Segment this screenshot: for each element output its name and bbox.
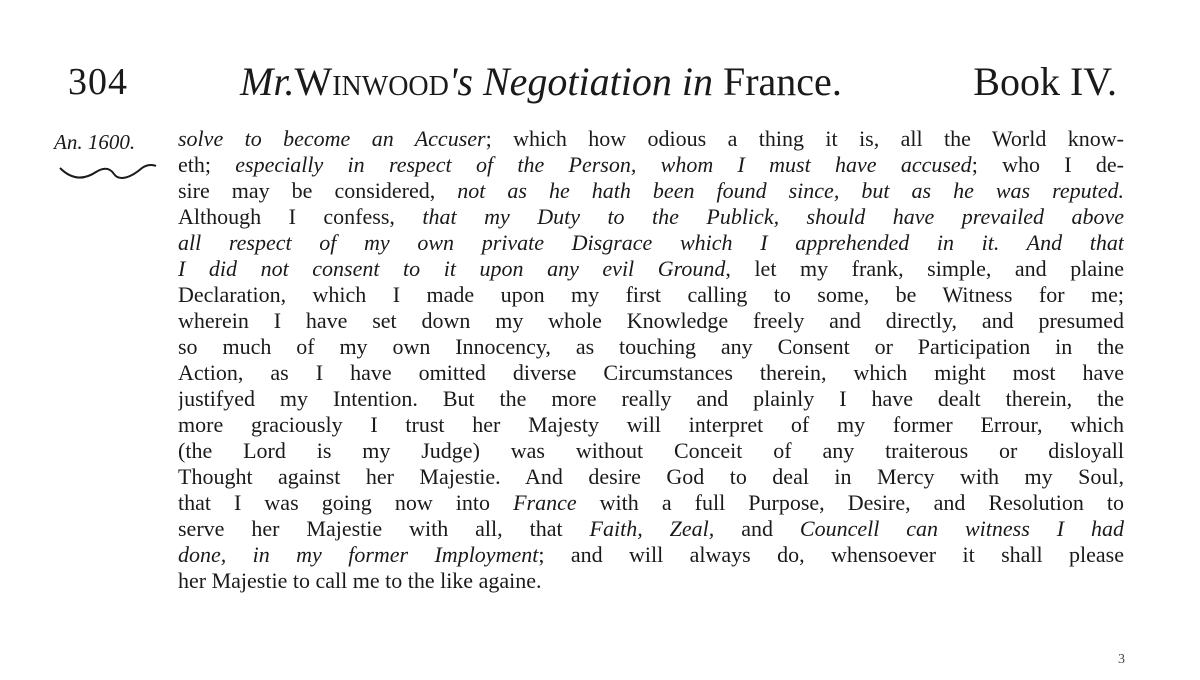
text-line	[178, 334, 1124, 360]
italic-segment: especially in respect of the Person, whom I must have accused	[235, 152, 972, 177]
roman-segment: wherein I have set down my whole Knowledge freely and directly, and presumed	[178, 308, 1124, 333]
roman-segment: her Majestie to call me to the like againe.	[178, 568, 542, 593]
roman-segment: ; which how odious a thing it is, all the World know-	[485, 126, 1124, 151]
text-line	[178, 490, 1124, 516]
text-line	[178, 230, 1124, 256]
running-title	[240, 58, 842, 105]
roman-segment: more graciously I trust her Majesty will interpret of my former Errour, which	[178, 412, 1124, 437]
roman-segment: Although I confess,	[178, 204, 423, 229]
roman-segment: Action, as I have omitted diverse Circumstances therein, which might most have	[178, 360, 1124, 385]
italic-segment: not as he hath been found since, but as he was reputed.	[457, 178, 1124, 203]
italic-segment: France	[513, 490, 577, 515]
text-line	[178, 178, 1124, 204]
roman-segment: and	[714, 516, 800, 541]
text-line	[178, 360, 1124, 386]
roman-segment: so much of my own Innocency, as touching any Consent or Participation in the	[178, 334, 1124, 359]
text-line	[178, 568, 1124, 594]
text-line	[178, 282, 1124, 308]
roman-segment: (the Lord is my Judge) was without Conceit of any traiterous or disloyall	[178, 438, 1124, 463]
year-label: An. 1600.	[54, 130, 136, 154]
roman-segment: serve her Majestie with all, that	[178, 516, 590, 541]
roman-segment: Thought against her Majestie. And desire God to deal in Mercy with my Soul,	[178, 464, 1124, 489]
italic-segment: Councell can witness I had	[799, 516, 1124, 541]
roman-segment: that I was going now into	[178, 490, 514, 515]
title-prefix: Mr.	[240, 59, 295, 104]
roman-segment: , let my frank, simple, and plaine	[725, 256, 1124, 281]
roman-segment: sire may be considered,	[178, 178, 458, 203]
margin-year-note	[54, 130, 135, 155]
text-line	[178, 438, 1124, 464]
body-text	[178, 126, 1124, 594]
title-name-initial: W	[294, 59, 333, 104]
text-line	[178, 256, 1124, 282]
page-mark: 3	[1118, 652, 1125, 667]
roman-segment: justifyed my Intention. But the more really and plainly I have dealt therein, the	[178, 386, 1124, 411]
roman-segment: eth;	[178, 152, 236, 177]
roman-segment: Declaration, which I made upon my first calling to some, be Witness for me;	[178, 282, 1124, 307]
text-line	[178, 204, 1124, 230]
italic-segment: all respect of my own private Disgrace which I apprehended in it. And that	[178, 230, 1124, 255]
text-line	[178, 386, 1124, 412]
text-line	[178, 464, 1124, 490]
page-header	[0, 60, 1200, 110]
text-line	[178, 308, 1124, 334]
text-line	[178, 516, 1124, 542]
book-label: Book IV.	[973, 59, 1117, 104]
text-line	[178, 412, 1124, 438]
italic-segment: done, in my former Imployment	[178, 542, 539, 567]
roman-segment: ; and will always do, whensoever it shall please	[538, 542, 1124, 567]
decorative-swash-icon	[58, 160, 158, 182]
title-possessive: 's	[448, 59, 473, 104]
title-name-rest: inwood	[332, 59, 449, 104]
text-line	[178, 126, 1124, 152]
title-italic: Negotiation in	[472, 59, 723, 104]
page-number: 304	[68, 61, 128, 103]
italic-segment: solve to become an Accuser	[178, 126, 486, 151]
roman-segment: with a full Purpose, Desire, and Resolution to	[576, 490, 1124, 515]
italic-segment: that my Duty to the Publick, should have prevailed above	[422, 204, 1124, 229]
italic-segment: I did not consent to it upon any evil Ground	[178, 256, 726, 281]
text-line	[178, 152, 1124, 178]
roman-segment: ; who I de-	[971, 152, 1124, 177]
text-line	[178, 542, 1124, 568]
italic-segment: Faith, Zeal,	[589, 516, 715, 541]
title-place: France.	[722, 59, 842, 104]
